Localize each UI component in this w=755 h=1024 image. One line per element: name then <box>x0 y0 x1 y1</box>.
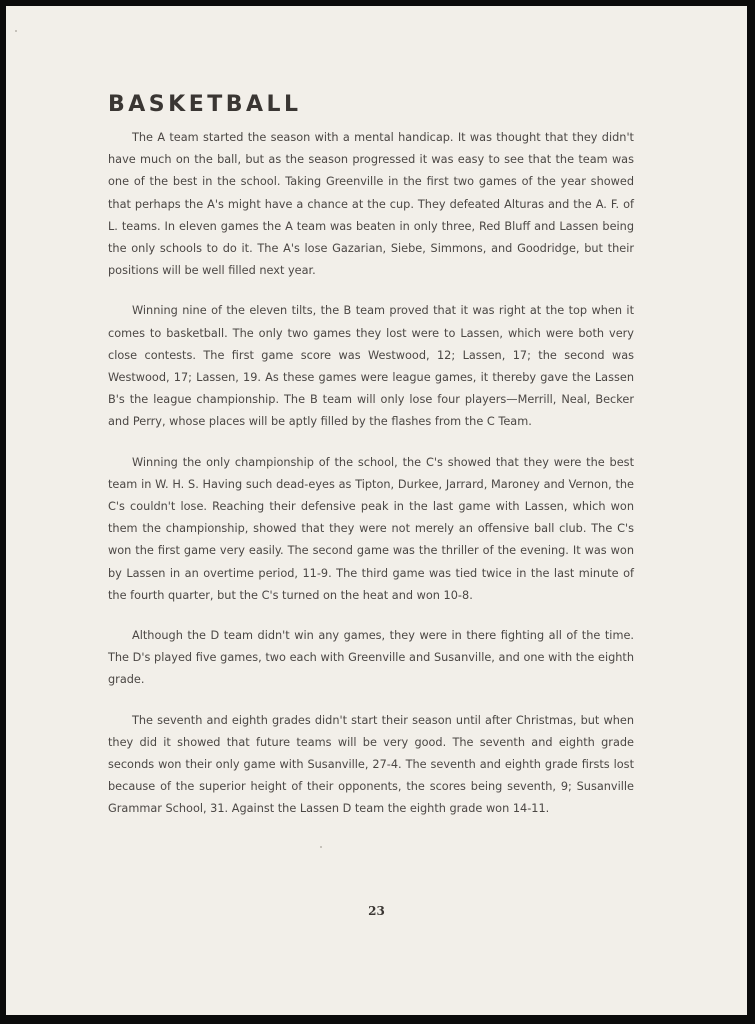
page-title: BASKETBALL <box>108 92 302 117</box>
paper-speck <box>320 846 322 848</box>
paper-speck <box>15 30 17 32</box>
document-page <box>6 6 747 1015</box>
paragraph-grades: The seventh and eighth grades didn't start their season until after Christmas, but when they did it showed that future teams will be very good. The seventh and eighth grade seconds won their only game with Susanville, 27-4. The seventh and eighth grade firsts lost because of the superior height of their opponents, the scores being seventh, 9; Susanville Grammar School, 31. Against the Lassen D team the eighth grade won 14-11. <box>108 713 634 816</box>
page-number: 23 <box>368 904 385 918</box>
paragraph-c-team: Winning the only championship of the school, the C's showed that they were the best team in W. H. S. Having such dead-eyes as Tipton, Durkee, Jarrard, Maroney and Vernon, the C's couldn't lose. Reaching their defensive peak in the last game with Lassen, which won them the championship, showed that they were not merely an offensive ball club. The C's won the first game very easily. The second game was the thriller of the evening. It was won by Lassen in an overtime period, 11-9. The third game was tied twice in the last minute of the fourth quarter, but the C's turned on the heat and won 10-8. <box>108 455 634 602</box>
paragraph-d-team: Although the D team didn't win any games, they were in there fighting all of the time. The D's played five games, two each with Greenville and Susanville, and one with the eighth grade. <box>108 629 634 687</box>
article-body <box>108 127 634 839</box>
paragraph-b-team: Winning nine of the eleven tilts, the B team proved that it was right at the top when it comes to basketball. The only two games they lost were to Lassen, which were both very close contests. The first game score was Westwood, 12; Lassen, 17; the second was Westwood, 17; Lassen, 19. As these games were league games, it thereby gave the Lassen B's the league championship. The B team will only lose four players—Merrill, Neal, Becker and Perry, whose places will be aptly filled by the flashes from the C Team. <box>108 304 634 429</box>
paragraph-a-team: The A team started the season with a mental handicap. It was thought that they didn't have much on the ball, but as the season progressed it was easy to see that the team was one of the best in the school. Taking Greenville in the first two games of the year showed that perhaps the A's might have a chance at the cup. They defeated Alturas and the A. F. of L. teams. In eleven games the A team was beaten in only three, Red Bluff and Lassen being the only schools to do it. The A's lose Gazarian, Siebe, Simmons, and Goodridge, but their positions will be well filled next year. <box>108 131 634 278</box>
